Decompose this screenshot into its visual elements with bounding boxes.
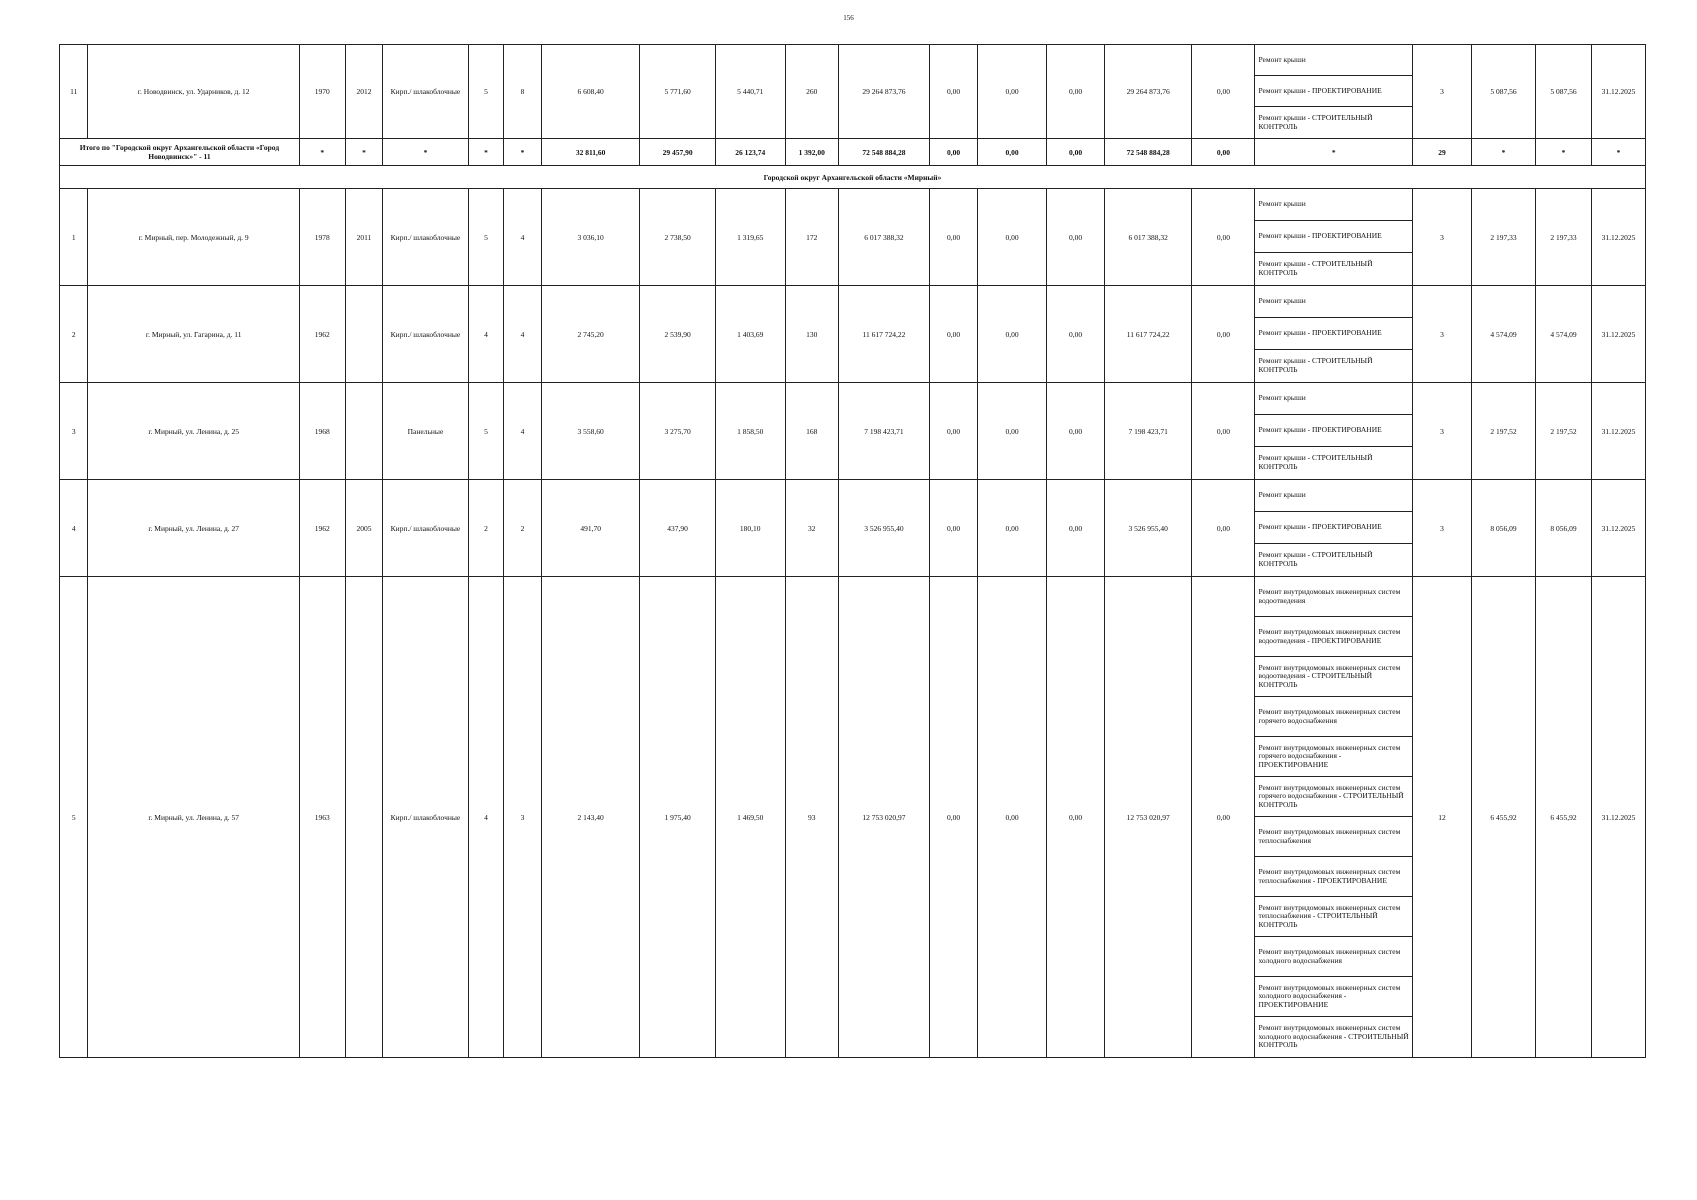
row-no: 11 (60, 45, 88, 139)
row-work-count: 3 (1413, 383, 1472, 480)
row-area2: 3 275,70 (640, 383, 715, 480)
work-type-item: Ремонт крыши - СТРОИТЕЛЬНЫЙ КОНТРОЛЬ (1258, 112, 1373, 131)
row-residents: 32 (785, 480, 838, 577)
total-row (60, 139, 1646, 166)
row-year-built: 1968 (299, 383, 345, 480)
row-area2: 2 539,90 (640, 286, 715, 383)
row-entrances: 4 (504, 286, 542, 383)
row-residents: 168 (785, 383, 838, 480)
row-area3: 5 440,71 (715, 45, 785, 139)
work-type-item: Ремонт внутридомовых инженерных систем водоотведения - ПРОЕКТИРОВАНИЕ (1255, 617, 1412, 657)
work-type-item: Ремонт внутридомовых инженерных систем теплоснабжения - ПРОЕКТИРОВАНИЕ (1255, 857, 1412, 897)
row-floors: 5 (468, 383, 504, 480)
row-wall: Кирп./ шлакоблочные (383, 480, 468, 577)
row-c2: 0,00 (977, 480, 1046, 577)
row-work-count: 3 (1413, 189, 1472, 286)
row-cost-total: 12 753 020,97 (838, 577, 930, 1058)
row-area3: 1 319,65 (715, 189, 785, 286)
work-type-item: Ремонт крыши (1255, 480, 1412, 512)
work-type-item: Ремонт крыши - СТРОИТЕЛЬНЫЙ КОНТРОЛЬ (1258, 453, 1373, 471)
row-total-area: 6 608,40 (541, 45, 640, 139)
repair-register-table (59, 44, 1646, 1058)
row-area3: 1 403,69 (715, 286, 785, 383)
total-placeholder: * (468, 139, 504, 166)
row-c3: 0,00 (1047, 189, 1105, 286)
row-unit-cost: 6 455,92 (1472, 577, 1536, 1058)
row-deadline: 31.12.2025 (1591, 45, 1645, 139)
row-area3: 180,10 (715, 480, 785, 577)
row-deadline: 31.12.2025 (1591, 286, 1645, 383)
row-wall: Панельные (383, 383, 468, 480)
row-area2: 5 771,60 (640, 45, 715, 139)
total-c1: 0,00 (930, 139, 978, 166)
total-c2: 0,00 (977, 139, 1046, 166)
row-c3: 0,00 (1047, 577, 1105, 1058)
row-c1: 0,00 (930, 577, 978, 1058)
row-address: г. Мирный, ул. Ленина, д. 57 (88, 577, 299, 1058)
total-placeholder: * (1255, 139, 1413, 166)
work-types-cell (1255, 286, 1413, 383)
row-no: 4 (60, 480, 88, 577)
row-entrances: 4 (504, 189, 542, 286)
total-cost-total: 72 548 884,28 (838, 139, 930, 166)
work-type-item: Ремонт внутридомовых инженерных систем водоотведения - СТРОИТЕЛЬНЫЙ КОНТРОЛЬ (1255, 657, 1412, 697)
row-year-repair: 2011 (345, 189, 383, 286)
work-type-item: Ремонт крыши - СТРОИТЕЛЬНЫЙ КОНТРОЛЬ (1258, 550, 1373, 568)
total-placeholder: * (1536, 139, 1592, 166)
work-type-item: Ремонт внутридомовых инженерных систем холодного водоснабжения - ПРОЕКТИРОВАНИЕ (1255, 977, 1412, 1017)
row-c1: 0,00 (930, 286, 978, 383)
row-area3: 1 858,50 (715, 383, 785, 480)
row-c1: 0,00 (930, 383, 978, 480)
row-c4: 7 198 423,71 (1105, 383, 1192, 480)
total-area3: 26 123,74 (715, 139, 785, 166)
row-area3: 1 469,50 (715, 577, 785, 1058)
row-work-count: 12 (1413, 577, 1472, 1058)
row-total-area: 491,70 (541, 480, 640, 577)
row-c3: 0,00 (1047, 286, 1105, 383)
work-type-item: Ремонт внутридомовых инженерных систем холодного водоснабжения - СТРОИТЕЛЬНЫЙ КОНТРОЛЬ (1258, 1023, 1409, 1050)
work-types-cell (1255, 189, 1413, 286)
total-placeholder: * (383, 139, 468, 166)
row-no: 3 (60, 383, 88, 480)
row-floors: 5 (468, 45, 504, 139)
row-c4: 29 264 873,76 (1105, 45, 1192, 139)
page-number: 156 (843, 14, 854, 22)
row-wall: Кирп./ шлакоблочные (383, 577, 468, 1058)
row-address: г. Мирный, ул. Гагарина, д. 11 (88, 286, 299, 383)
work-types-cell (1255, 45, 1413, 139)
row-unit-cost-limit: 6 455,92 (1536, 577, 1592, 1058)
row-floors: 4 (468, 286, 504, 383)
total-placeholder: * (1472, 139, 1536, 166)
row-no: 1 (60, 189, 88, 286)
work-type-item: Ремонт крыши - ПРОЕКТИРОВАНИЕ (1255, 76, 1412, 107)
row-wall: Кирп./ шлакоблочные (383, 189, 468, 286)
total-residents: 1 392,00 (785, 139, 838, 166)
row-deadline: 31.12.2025 (1591, 189, 1645, 286)
row-year-built: 1962 (299, 286, 345, 383)
row-unit-cost-limit: 4 574,09 (1536, 286, 1592, 383)
work-type-item: Ремонт крыши - СТРОИТЕЛЬНЫЙ КОНТРОЛЬ (1258, 259, 1373, 277)
total-work-count: 29 (1413, 139, 1472, 166)
row-c1: 0,00 (930, 189, 978, 286)
row-entrances: 8 (504, 45, 542, 139)
work-type-item: Ремонт внутридомовых инженерных систем теплоснабжения - СТРОИТЕЛЬНЫЙ КОНТРОЛЬ (1255, 897, 1412, 937)
row-c5: 0,00 (1192, 577, 1255, 1058)
row-floors: 4 (468, 577, 504, 1058)
row-deadline: 31.12.2025 (1591, 577, 1645, 1058)
row-year-repair (345, 577, 383, 1058)
work-type-item: Ремонт крыши - ПРОЕКТИРОВАНИЕ (1255, 221, 1412, 253)
row-unit-cost: 2 197,33 (1472, 189, 1536, 286)
row-residents: 172 (785, 189, 838, 286)
work-type-item: Ремонт внутридомовых инженерных систем горячего водоснабжения - ПРОЕКТИРОВАНИЕ (1255, 737, 1412, 777)
total-label: Итого по "Городской округ Архангельской области «Город Новодвинск»" - 11 (60, 139, 300, 166)
row-c5: 0,00 (1192, 45, 1255, 139)
work-type-item: Ремонт крыши - СТРОИТЕЛЬНЫЙ КОНТРОЛЬ (1258, 356, 1373, 374)
work-type-item: Ремонт крыши - ПРОЕКТИРОВАНИЕ (1255, 512, 1412, 544)
row-cost-total: 6 017 388,32 (838, 189, 930, 286)
work-type-item: Ремонт крыши (1255, 45, 1412, 76)
total-placeholder: * (345, 139, 383, 166)
work-type-item: Ремонт крыши (1255, 383, 1412, 415)
row-cost-total: 29 264 873,76 (838, 45, 930, 139)
row-address: г. Мирный, ул. Ленина, д. 27 (88, 480, 299, 577)
row-unit-cost-limit: 2 197,52 (1536, 383, 1592, 480)
total-placeholder: * (299, 139, 345, 166)
row-residents: 93 (785, 577, 838, 1058)
row-c1: 0,00 (930, 480, 978, 577)
work-types-cell (1255, 577, 1413, 1058)
row-work-count: 3 (1413, 45, 1472, 139)
total-c3: 0,00 (1047, 139, 1105, 166)
row-c2: 0,00 (977, 383, 1046, 480)
row-residents: 260 (785, 45, 838, 139)
row-address: г. Новодвинск, ул. Ударников, д. 12 (88, 45, 299, 139)
row-year-built: 1963 (299, 577, 345, 1058)
row-c4: 12 753 020,97 (1105, 577, 1192, 1058)
row-entrances: 4 (504, 383, 542, 480)
row-total-area: 3 036,10 (541, 189, 640, 286)
table-row (60, 45, 1646, 139)
row-c1: 0,00 (930, 45, 978, 139)
row-year-repair (345, 286, 383, 383)
total-placeholder: * (1591, 139, 1645, 166)
row-total-area: 2 143,40 (541, 577, 640, 1058)
row-deadline: 31.12.2025 (1591, 383, 1645, 480)
row-c4: 3 526 955,40 (1105, 480, 1192, 577)
row-floors: 5 (468, 189, 504, 286)
row-c3: 0,00 (1047, 383, 1105, 480)
row-area2: 437,90 (640, 480, 715, 577)
table-row (60, 286, 1646, 383)
row-unit-cost: 4 574,09 (1472, 286, 1536, 383)
row-floors: 2 (468, 480, 504, 577)
table-row (60, 480, 1646, 577)
total-c4: 72 548 884,28 (1105, 139, 1192, 166)
row-entrances: 3 (504, 577, 542, 1058)
row-year-built: 1970 (299, 45, 345, 139)
row-area2: 1 975,40 (640, 577, 715, 1058)
row-cost-total: 7 198 423,71 (838, 383, 930, 480)
work-types-cell (1255, 480, 1413, 577)
work-type-item: Ремонт внутридомовых инженерных систем теплоснабжения (1255, 817, 1412, 857)
row-c5: 0,00 (1192, 189, 1255, 286)
row-unit-cost-limit: 5 087,56 (1536, 45, 1592, 139)
work-type-item: Ремонт внутридомовых инженерных систем холодного водоснабжения (1255, 937, 1412, 977)
work-type-item: Ремонт крыши - ПРОЕКТИРОВАНИЕ (1255, 415, 1412, 447)
row-unit-cost-limit: 8 056,09 (1536, 480, 1592, 577)
section-title: Городской округ Архангельской области «Мирный» (60, 166, 1646, 189)
row-unit-cost-limit: 2 197,33 (1536, 189, 1592, 286)
row-area2: 2 738,50 (640, 189, 715, 286)
row-wall: Кирп./ шлакоблочные (383, 45, 468, 139)
work-type-item: Ремонт внутридомовых инженерных систем горячего водоснабжения - СТРОИТЕЛЬНЫЙ КОНТРОЛЬ (1255, 777, 1412, 817)
total-total-area: 32 811,60 (541, 139, 640, 166)
total-area2: 29 457,90 (640, 139, 715, 166)
row-c5: 0,00 (1192, 286, 1255, 383)
table-row (60, 577, 1646, 1058)
work-type-item: Ремонт крыши (1255, 286, 1412, 318)
work-type-item: Ремонт внутридомовых инженерных систем горячего водоснабжения (1255, 697, 1412, 737)
total-c5: 0,00 (1192, 139, 1255, 166)
row-work-count: 3 (1413, 480, 1472, 577)
work-types-cell (1255, 383, 1413, 480)
row-unit-cost: 5 087,56 (1472, 45, 1536, 139)
row-total-area: 3 558,60 (541, 383, 640, 480)
row-work-count: 3 (1413, 286, 1472, 383)
row-address: г. Мирный, ул. Ленина, д. 25 (88, 383, 299, 480)
table-row (60, 383, 1646, 480)
row-year-built: 1962 (299, 480, 345, 577)
row-no: 2 (60, 286, 88, 383)
row-c3: 0,00 (1047, 480, 1105, 577)
row-wall: Кирп./ шлакоблочные (383, 286, 468, 383)
row-total-area: 2 745,20 (541, 286, 640, 383)
row-c5: 0,00 (1192, 480, 1255, 577)
row-c4: 11 617 724,22 (1105, 286, 1192, 383)
section-header (60, 166, 1646, 189)
row-residents: 130 (785, 286, 838, 383)
row-c5: 0,00 (1192, 383, 1255, 480)
work-type-item: Ремонт крыши (1255, 189, 1412, 221)
row-cost-total: 11 617 724,22 (838, 286, 930, 383)
row-c3: 0,00 (1047, 45, 1105, 139)
row-unit-cost: 8 056,09 (1472, 480, 1536, 577)
row-address: г. Мирный, пер. Молодежный, д. 9 (88, 189, 299, 286)
row-year-repair: 2012 (345, 45, 383, 139)
row-c2: 0,00 (977, 286, 1046, 383)
row-no: 5 (60, 577, 88, 1058)
row-cost-total: 3 526 955,40 (838, 480, 930, 577)
row-c2: 0,00 (977, 45, 1046, 139)
row-c4: 6 017 388,32 (1105, 189, 1192, 286)
row-year-repair: 2005 (345, 480, 383, 577)
row-c2: 0,00 (977, 189, 1046, 286)
row-entrances: 2 (504, 480, 542, 577)
row-c2: 0,00 (977, 577, 1046, 1058)
table-row (60, 189, 1646, 286)
row-year-repair (345, 383, 383, 480)
work-type-item: Ремонт внутридомовых инженерных систем водоотведения (1255, 577, 1412, 617)
row-unit-cost: 2 197,52 (1472, 383, 1536, 480)
total-placeholder: * (504, 139, 542, 166)
row-year-built: 1978 (299, 189, 345, 286)
row-deadline: 31.12.2025 (1591, 480, 1645, 577)
work-type-item: Ремонт крыши - ПРОЕКТИРОВАНИЕ (1255, 318, 1412, 350)
